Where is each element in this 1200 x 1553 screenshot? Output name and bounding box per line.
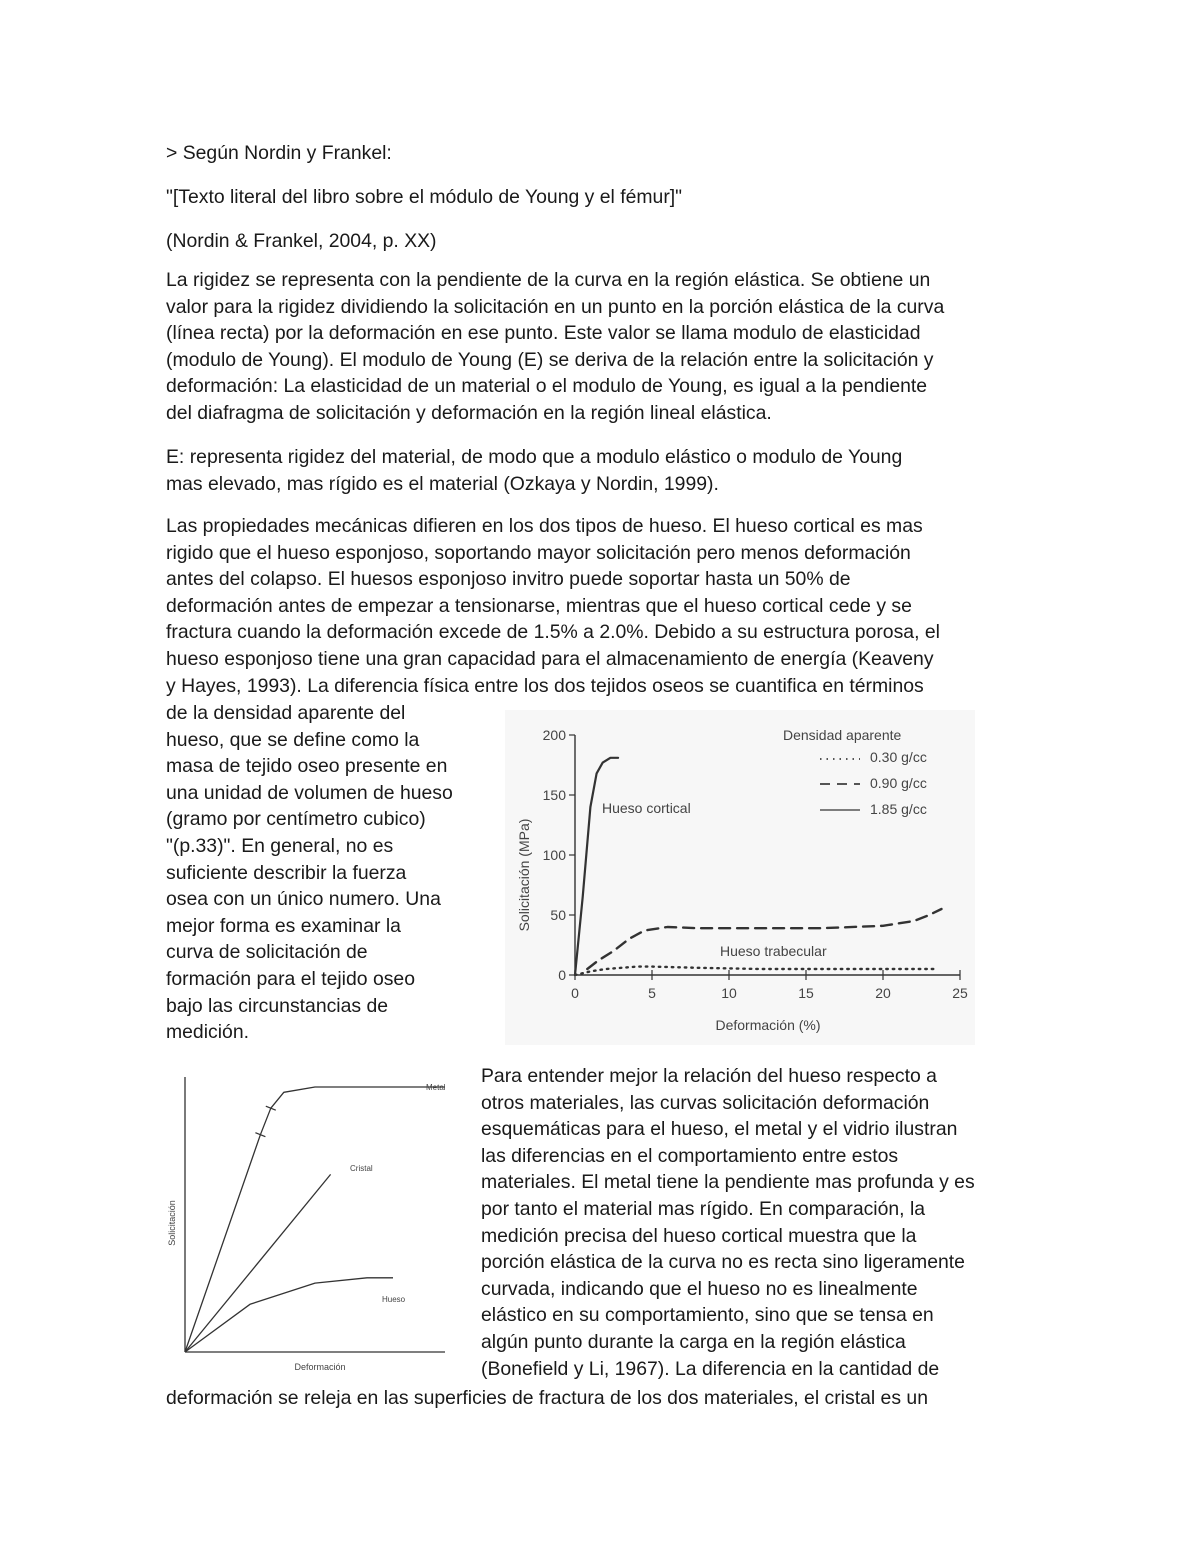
text-line: Para entender mejor la relación del hueso respecto a [481,1065,937,1087]
x-tick-label: 5 [648,985,656,1001]
text-line: valor para la rigidez dividiendo la solicitación en un punto en la porción elástica de la curva [166,295,945,318]
text-line: elástico en su comportamiento, sino que se tensa en [481,1304,934,1327]
y-tick-label: 0 [558,967,566,983]
annotation-trabecular: Hueso trabecular [720,943,827,959]
text-line: osea con un único numero. Una [166,888,441,911]
x-tick-label: 10 [721,985,737,1001]
text-line: las diferencias en el comportamiento entre estos [481,1144,899,1167]
x-tick-label: 25 [952,985,968,1001]
text-line: esquemáticas para el hueso, el metal y el vidrio ilustran [481,1118,958,1141]
paragraph-materials-tail: deformación se releja en las superficies de fractura de los dos materiales, el cristal es un [166,1387,928,1409]
paragraph-bone-properties [166,513,1036,699]
text-line: (línea recta) por la deformación en ese punto. Este valor se llama modulo de elasticidad [166,322,921,345]
annotation-glass: Cristal [350,1164,373,1173]
y-axis-label: Solicitación [167,1200,177,1246]
text-line: medición. [166,1021,249,1044]
text-line: "(p.33)". En general, no es [166,834,394,857]
text-line: del diafragma de solicitación y deformación en la región lineal elástica. [166,401,772,424]
paragraph-young-modulus [166,444,1036,497]
text-line: por tanto el material mas rígido. En comparación, la [481,1197,926,1220]
density-stress-strain-chart [505,710,975,1045]
text-line: porción elástica de la curva no es recta sino ligeramente [481,1251,965,1274]
text-line: algún punto durante la carga en la región elástica [481,1330,906,1353]
x-tick-label: 0 [571,985,579,1001]
text-line: deformación antes de empezar a tensionarse, mientras que el hueso cortical cede y se [166,594,912,617]
text-line: curvada, indicando que el hueso no es linealmente [481,1277,918,1300]
text-line: masa de tejido oseo presente en [166,755,448,778]
materials-stress-strain-chart [160,1065,460,1385]
series-line-metal [185,1087,445,1352]
text-line: materiales. El metal tiene la pendiente mas profunda y es [481,1171,975,1194]
paragraph-bone-density-wrap [166,700,496,1046]
text-line: hueso esponjoso tiene una gran capacidad para el almacenamiento de energía (Keaveny [166,647,934,670]
text-line: una unidad de volumen de hueso [166,781,453,804]
text-line: deformación: La elasticidad de un material o el modulo de Young, es igual a la pendiente [166,375,928,398]
text-line: y Hayes, 1993). La diferencia física entre los dos tejidos oseos se cuantifica en términos [166,674,924,697]
text-line: bajo las circunstancias de [166,994,389,1017]
legend-entry: 0.90 g/cc [870,775,927,791]
text-line: hueso, que se define como la [166,728,420,751]
legend-title: Densidad aparente [783,727,902,743]
text-line: formación para el tejido oseo [166,967,415,990]
x-axis-label: Deformación [294,1362,346,1372]
y-tick-label: 100 [542,847,566,863]
text-line: de la densidad aparente del [166,702,406,724]
text-line: curva de solicitación de [166,941,368,964]
y-tick-label: 200 [542,727,566,743]
text-line: mas elevado, mas rígido es el material (Ozkaya y Nordin, 1999). [166,472,719,495]
text-line: Las propiedades mecánicas difieren en los dos tipos de hueso. El hueso cortical es mas [166,515,923,537]
intro-line-2: "[Texto literal del libro sobre el módulo de Young y el fémur]" [166,186,683,208]
y-axis-label: Solicitación (MPa) [516,818,532,932]
text-line: antes del colapso. El huesos esponjoso invitro puede soportar hasta un 50% de [166,568,851,591]
x-axis-label: Deformación (%) [715,1017,821,1033]
text-line: mejor forma es examinar la [166,914,401,937]
text-line: (modulo de Young). El modulo de Young (E) se deriva de la relación entre la solicitación y [166,348,934,371]
annotation-metal: Metal [426,1083,446,1092]
annotation-cortical: Hueso cortical [602,800,691,816]
y-tick-label: 150 [542,787,566,803]
paragraph-materials-wrap [481,1063,1041,1382]
legend-entry: 0.30 g/cc [870,749,927,765]
annotation-bone: Hueso [382,1295,406,1304]
text-line: suficiente describir la fuerza [166,861,407,884]
x-tick-label: 15 [798,985,814,1001]
legend-entry: 1.85 g/cc [870,801,927,817]
text-line: (gramo por centímetro cubico) [166,808,426,831]
text-line: otros materiales, las curvas solicitación deformación [481,1091,930,1114]
text-line: fractura cuando la deformación excede de 1.5% a 2.0%. Debido a su estructura porosa, el [166,621,940,644]
intro-line-1: > Según Nordin y Frankel: [166,142,392,164]
text-line: (Bonefield y Li, 1967). La diferencia en la cantidad de [481,1357,940,1380]
text-line: La rigidez se representa con la pendiente de la curva en la región elástica. Se obtiene un [166,269,931,291]
x-tick-label: 20 [875,985,891,1001]
y-tick-label: 50 [550,907,566,923]
text-line: rigido que el hueso esponjoso, soportando mayor solicitación pero menos deformación [166,541,911,564]
series-line-cristal [185,1174,331,1352]
paragraph-stiffness [166,267,1036,427]
text-line: E: representa rigidez del material, de modo que a modulo elástico o modulo de Young [166,446,903,468]
text-line: medición precisa del hueso cortical muestra que la [481,1224,917,1247]
intro-line-3: (Nordin & Frankel, 2004, p. XX) [166,230,437,252]
